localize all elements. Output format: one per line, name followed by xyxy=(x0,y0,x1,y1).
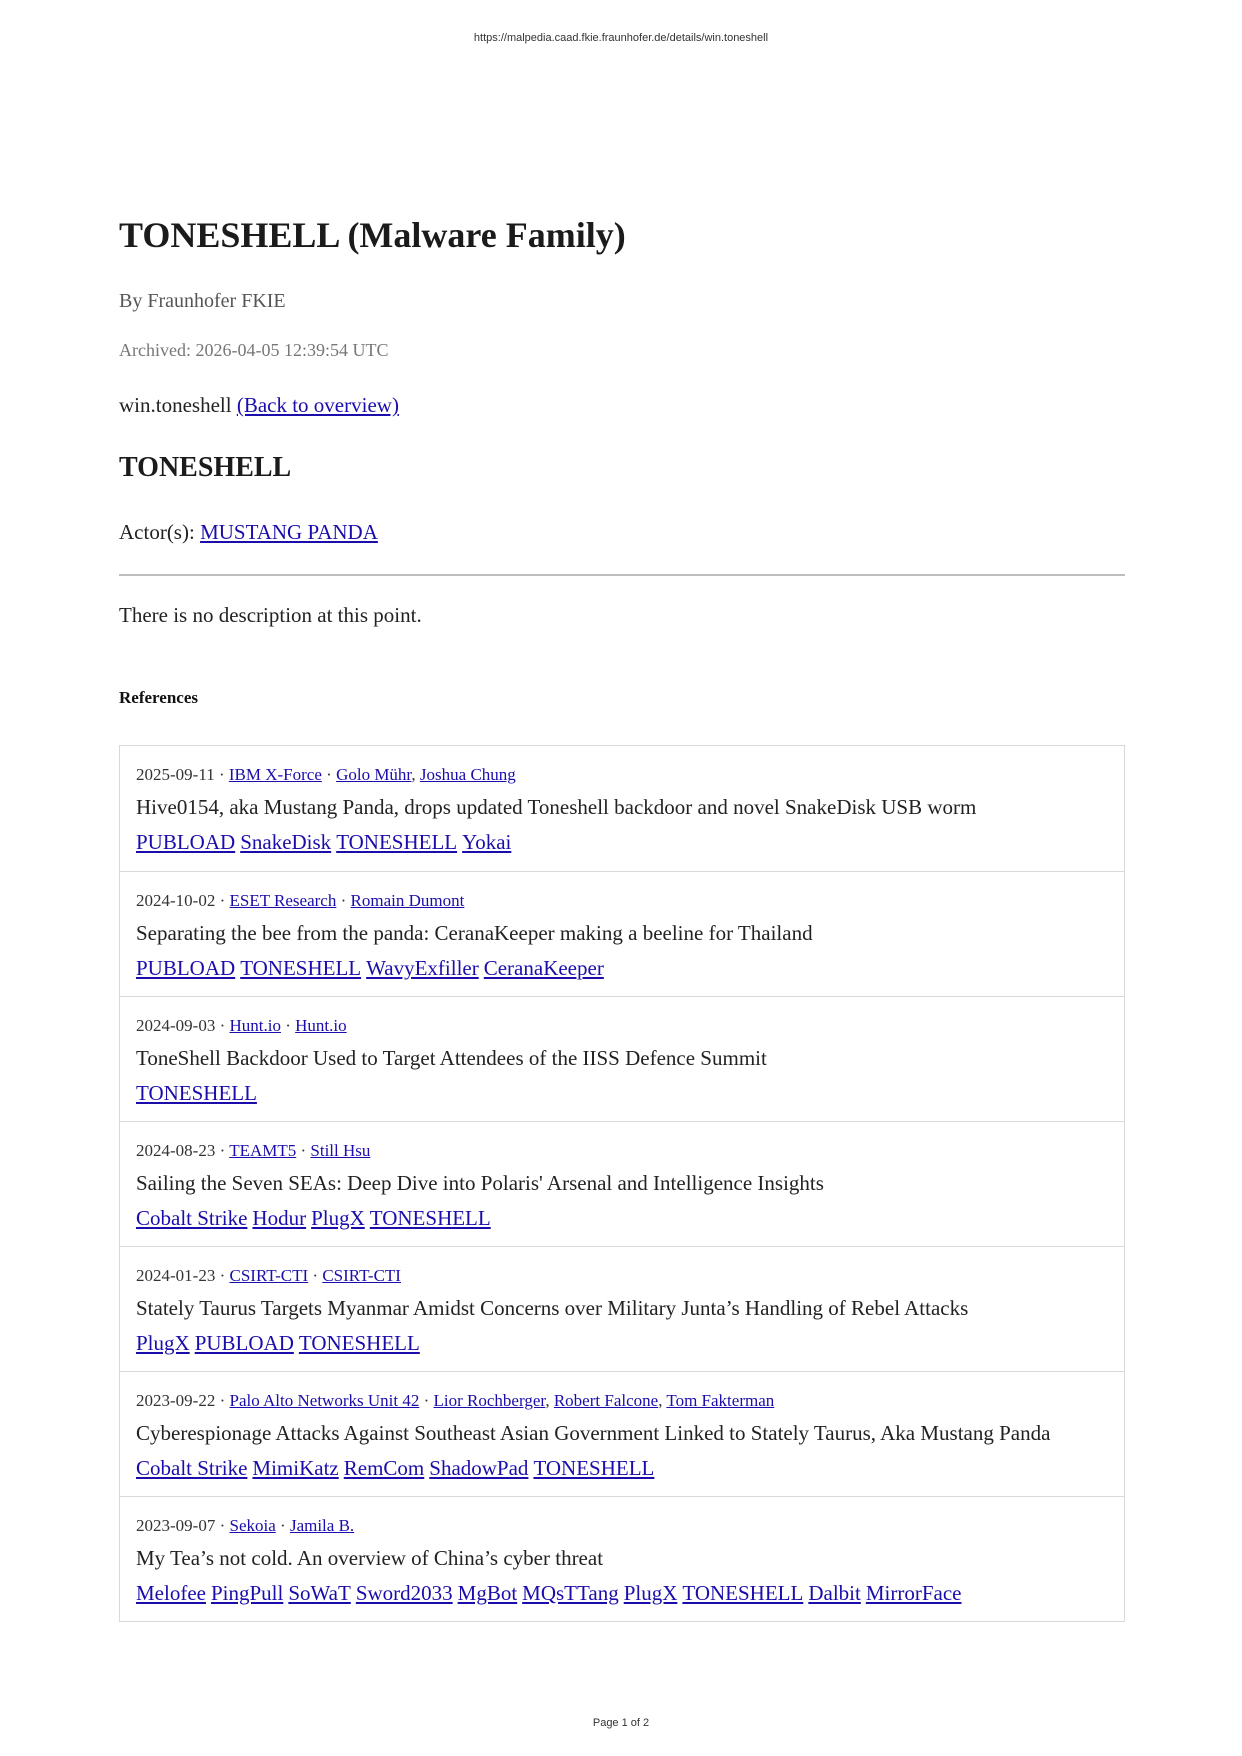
malware-tag-link[interactable]: PUBLOAD xyxy=(136,956,236,980)
reference-title: Stately Taurus Targets Myanmar Amidst Concerns over Military Junta’s Handling of Rebel Attacks xyxy=(136,1296,969,1320)
reference-source-link[interactable]: TEAMT5 xyxy=(229,1141,297,1160)
references-heading: References xyxy=(119,688,198,707)
reference-tags xyxy=(136,830,1108,855)
reference-author-link[interactable]: Golo Mühr xyxy=(336,765,412,784)
reference-item xyxy=(120,996,1124,1121)
reference-source-link[interactable]: IBM X-Force xyxy=(228,765,322,784)
malware-tag-link[interactable]: TONESHELL xyxy=(136,1081,257,1105)
back-to-overview-link[interactable]: (Back to overview) xyxy=(236,393,399,417)
malware-tag-link[interactable]: SnakeDisk xyxy=(240,830,332,854)
malware-tag-link[interactable]: PingPull xyxy=(210,1581,284,1605)
reference-meta: 2024-01-23 · CSIRT-CTI · CSIRT-CTI xyxy=(136,1266,401,1285)
divider xyxy=(119,574,1125,576)
reference-source-link[interactable]: CSIRT-CTI xyxy=(229,1266,309,1285)
malware-tag-link[interactable]: PUBLOAD xyxy=(136,830,236,854)
reference-title: Hive0154, aka Mustang Panda, drops updated Toneshell backdoor and novel SnakeDisk USB worm xyxy=(136,795,977,819)
family-id: win.toneshell xyxy=(119,393,232,417)
malware-tag-link[interactable]: Cobalt Strike xyxy=(136,1456,248,1480)
malware-tag-link[interactable]: Hodur xyxy=(252,1206,307,1230)
reference-meta: 2025-09-11 · IBM X-Force · Golo Mühr, Joshua Chung xyxy=(136,765,516,784)
reference-date: 2024-10-02 xyxy=(136,891,216,910)
reference-date: 2023-09-22 xyxy=(136,1391,216,1410)
reference-source-link[interactable]: Hunt.io xyxy=(229,1016,281,1035)
actors-line xyxy=(119,520,378,545)
reference-item xyxy=(120,1371,1124,1496)
reference-date: 2024-08-23 xyxy=(136,1141,216,1160)
reference-item xyxy=(120,1121,1124,1246)
reference-source-link[interactable]: Palo Alto Networks Unit 42 xyxy=(229,1391,420,1410)
reference-meta: 2023-09-22 · Palo Alto Networks Unit 42 · Lior Rochberger, Robert Falcone, Tom Fakterman xyxy=(136,1391,775,1410)
reference-tags xyxy=(136,1331,1108,1356)
malware-tag-link[interactable]: Cobalt Strike xyxy=(136,1206,248,1230)
reference-author-link[interactable]: Still Hsu xyxy=(310,1141,371,1160)
malware-tag-link[interactable]: PlugX xyxy=(311,1206,365,1230)
malware-tag-link[interactable]: RemCom xyxy=(343,1456,425,1480)
reference-author-link[interactable]: Robert Falcone xyxy=(553,1391,659,1410)
reference-tags xyxy=(136,1456,1108,1481)
reference-tags xyxy=(136,1081,1108,1106)
reference-meta: 2024-08-23 · TEAMT5 · Still Hsu xyxy=(136,1141,371,1160)
malware-tag-link[interactable]: PlugX xyxy=(136,1331,190,1355)
malware-tag-link[interactable]: PlugX xyxy=(623,1581,678,1605)
byline: By Fraunhofer FKIE xyxy=(119,290,286,312)
reference-meta: 2023-09-07 · Sekoia · Jamila B. xyxy=(136,1516,355,1535)
malware-tag-link[interactable]: Sword2033 xyxy=(355,1581,453,1605)
reference-source-link[interactable]: Sekoia xyxy=(229,1516,276,1535)
reference-author-link[interactable]: CSIRT-CTI xyxy=(322,1266,401,1285)
reference-author-link[interactable]: Tom Fakterman xyxy=(666,1391,775,1410)
malware-tag-link[interactable]: TONESHELL xyxy=(682,1581,804,1605)
reference-date: 2024-01-23 xyxy=(136,1266,216,1285)
malware-tag-link[interactable]: TONESHELL xyxy=(336,830,458,854)
reference-title: Cyberespionage Attacks Against Southeast Asian Government Linked to Stately Taurus, Aka Mustang Panda xyxy=(136,1421,1051,1445)
page-title: TONESHELL (Malware Family) xyxy=(119,215,626,255)
page-url-header: https://malpedia.caad.fkie.fraunhofer.de/details/win.toneshell xyxy=(473,32,769,44)
malware-tag-link[interactable]: SoWaT xyxy=(288,1581,351,1605)
reference-title: Sailing the Seven SEAs: Deep Dive into Polaris' Arsenal and Intelligence Insights xyxy=(136,1171,824,1195)
malware-tag-link[interactable]: Yokai xyxy=(462,830,512,854)
reference-title: My Tea’s not cold. An overview of China’s cyber threat xyxy=(136,1546,604,1570)
malware-tag-link[interactable]: ShadowPad xyxy=(429,1456,529,1480)
reference-author-link[interactable]: Lior Rochberger xyxy=(433,1391,546,1410)
reference-meta: 2024-10-02 · ESET Research · Romain Dumont xyxy=(136,891,465,910)
malware-tag-link[interactable]: CeranaKeeper xyxy=(483,956,604,980)
malware-tag-link[interactable]: MgBot xyxy=(457,1581,518,1605)
reference-item xyxy=(120,871,1124,996)
malware-tag-link[interactable]: MirrorFace xyxy=(865,1581,962,1605)
malware-tag-link[interactable]: WavyExfiller xyxy=(366,956,479,980)
reference-author-link[interactable]: Hunt.io xyxy=(295,1016,347,1035)
malware-tag-link[interactable]: TONESHELL xyxy=(533,1456,655,1480)
reference-item xyxy=(120,746,1124,871)
references-list xyxy=(119,745,1125,1622)
description: There is no description at this point. xyxy=(119,603,422,627)
reference-date: 2024-09-03 xyxy=(136,1016,216,1035)
reference-date: 2023-09-07 xyxy=(136,1516,216,1535)
reference-item xyxy=(120,1246,1124,1371)
malware-tag-link[interactable]: Dalbit xyxy=(808,1581,861,1605)
malware-tag-link[interactable]: Melofee xyxy=(136,1581,206,1605)
actor-link[interactable]: MUSTANG PANDA xyxy=(200,520,378,544)
family-heading: TONESHELL xyxy=(119,452,292,483)
reference-author-link[interactable]: Joshua Chung xyxy=(419,765,516,784)
reference-tags xyxy=(136,1581,1108,1606)
reference-item xyxy=(120,1496,1124,1621)
actors-label: Actor(s): xyxy=(119,520,195,544)
reference-title: ToneShell Backdoor Used to Target Attendees of the IISS Defence Summit xyxy=(136,1046,767,1070)
malware-tag-link[interactable]: TONESHELL xyxy=(369,1206,491,1230)
reference-meta: 2024-09-03 · Hunt.io · Hunt.io xyxy=(136,1016,347,1035)
malware-tag-link[interactable]: TONESHELL xyxy=(240,956,362,980)
reference-title: Separating the bee from the panda: CeranaKeeper making a beeline for Thailand xyxy=(136,921,813,945)
archived-timestamp: Archived: 2026-04-05 12:39:54 UTC xyxy=(119,340,389,360)
page-number: Page 1 of 2 xyxy=(592,1717,650,1729)
reference-date: 2025-09-11 xyxy=(136,765,215,784)
malware-tag-link[interactable]: TONESHELL xyxy=(298,1331,420,1355)
malware-tag-link[interactable]: MQsTTang xyxy=(522,1581,619,1605)
reference-source-link[interactable]: ESET Research xyxy=(229,891,337,910)
reference-tags xyxy=(136,1206,1108,1231)
reference-tags xyxy=(136,956,1108,981)
malware-tag-link[interactable]: MimiKatz xyxy=(252,1456,339,1480)
reference-author-link[interactable]: Romain Dumont xyxy=(350,891,465,910)
family-id-line xyxy=(119,393,399,418)
reference-author-link[interactable]: Jamila B. xyxy=(289,1516,355,1535)
malware-tag-link[interactable]: PUBLOAD xyxy=(194,1331,294,1355)
